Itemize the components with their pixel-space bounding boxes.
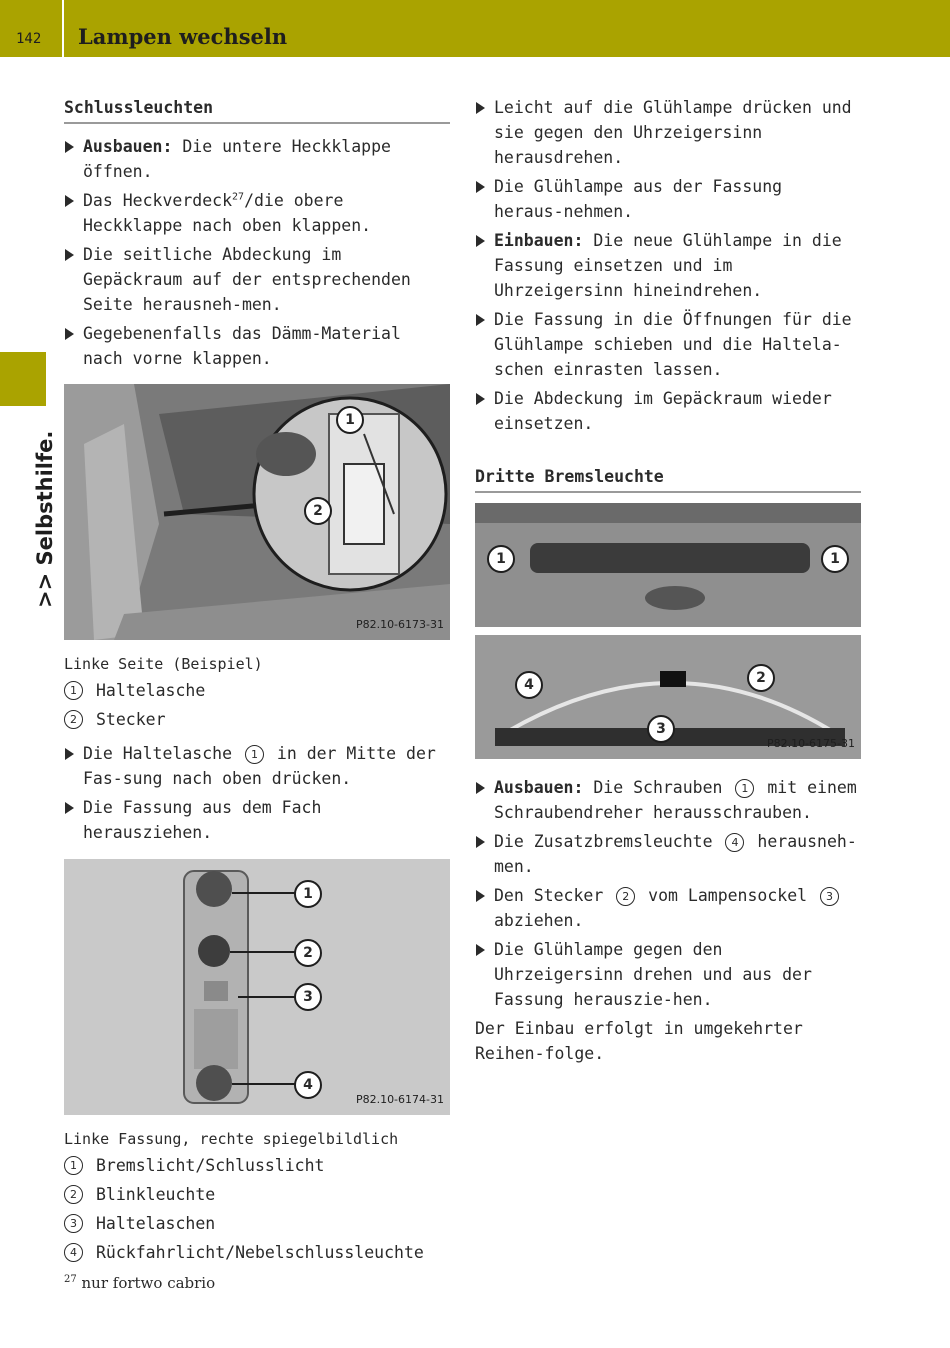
left-column [64,95,450,1267]
legend-item [64,1238,450,1267]
steps-list-socket [64,741,450,845]
legend-item [64,676,450,705]
legend-list [64,1151,450,1267]
list-item [475,307,861,382]
list-item [475,95,861,170]
figure-code: P82.10-6175-31 [766,737,855,750]
figure-code: P82.10-6173-31 [355,618,444,631]
step-bold-label: Ausbauen: [494,778,584,797]
legend-label: Rückfahrlicht/Nebelschlussleuchte [96,1243,424,1262]
step-text: abziehen. [494,911,584,930]
list-item [475,386,861,436]
callout-number: 4 [725,833,744,852]
figure-illustration [64,859,450,1115]
callout-2-marker: 2 [304,497,332,525]
step-text: Die Zusatzbremsleuchte [494,832,713,851]
step-bold-label: Einbauen: [494,231,584,250]
figure-third-brake-light [475,503,861,759]
callout-4-marker: 4 [515,671,543,699]
callout-1-marker: 1 [294,880,322,908]
callout-4-marker: 4 [294,1071,322,1099]
step-text: Leicht auf die Glühlampe drücken und sie gegen den Uhrzeigersinn herausdrehen. [494,98,852,167]
step-text: Die Fassung in die Öffnungen für die Glühlampe schieben und die Haltela-schen einrasten lassen. [494,310,852,379]
step-text: Den Stecker [494,886,604,905]
step-text: mit einem Schraubendreher herausschrauben. [494,778,857,822]
step-text: Das Heckverdeck [83,191,233,210]
callout-number: 1 [245,745,264,764]
section-title-dritte-bremsleuchte: Dritte Bremsleuchte [475,464,861,493]
figure-caption: Linke Seite (Beispiel) [64,655,263,673]
list-item [475,937,861,1012]
callout-number: 3 [64,1214,83,1233]
chapter-title: Lampen wechseln [78,24,288,49]
figure-tail-lamp-location [64,384,450,640]
step-bold-label: Ausbauen: [83,137,173,156]
step-text: Die Schrauben [583,778,723,797]
legend-item [64,1180,450,1209]
legend-item [64,1209,450,1238]
footnote-text: nur fortwo cabrio [81,1274,216,1292]
callout-1-marker: 1 [821,545,849,573]
steps-list-brake-light [475,775,861,1012]
steps-list-remove [64,134,450,371]
callout-2-marker: 2 [294,939,322,967]
right-column [475,95,861,1066]
figure-lamp-holder [64,859,450,1115]
callout-number: 2 [64,710,83,729]
step-text: Die Glühlampe gegen den Uhrzeigersinn drehen und aus der Fassung herauszie-hen. [494,940,812,1009]
footnote-ref: 27 [232,191,245,203]
list-item [475,829,861,879]
list-item [475,775,861,825]
section-title-schlussleuchten: Schlussleuchten [64,95,450,124]
step-text: in der Mitte der Fas-sung nach oben drücken. [83,744,436,788]
callout-number: 2 [64,1185,83,1204]
list-item [475,174,861,224]
list-item [64,188,450,238]
callout-1-marker: 1 [336,406,364,434]
callout-number: 4 [64,1243,83,1262]
step-text: Die seitliche Abdeckung im Gepäckraum auf der entsprechenden Seite herausneh-men. [83,245,411,314]
callout-3-marker: 3 [647,715,675,743]
legend-label: Haltelaschen [96,1214,216,1233]
legend-label: Stecker [96,710,166,729]
list-item [64,134,450,184]
list-item [64,321,450,371]
list-item [64,242,450,317]
legend-item [64,1151,450,1180]
step-text: herausneh-men. [494,832,857,876]
list-item [64,795,450,845]
callout-1-marker: 1 [487,545,515,573]
callout-number: 1 [735,779,754,798]
footnote [64,1274,215,1292]
side-tab-marker [0,352,46,406]
step-text: Die untere Heckklappe öffnen. [83,137,391,181]
callout-line [230,951,296,953]
callout-number: 1 [64,681,83,700]
callout-number: 2 [616,887,635,906]
figure-illustration [64,384,450,640]
step-text: Gegebenenfalls das Dämm-Material nach vorne klappen. [83,324,401,368]
step-text: /die obere Heckklappe nach oben klappen. [83,191,372,235]
callout-number: 1 [64,1156,83,1175]
step-text: Die Abdeckung im Gepäckraum wieder einsetzen. [494,389,832,433]
list-item [475,883,861,933]
step-text: Die Fassung aus dem Fach herausziehen. [83,798,322,842]
steps-list-bulb [475,95,861,436]
step-text: Die Glühlampe aus der Fassung heraus-nehmen. [494,177,783,221]
callout-line [238,996,296,998]
figure-code: P82.10-6174-31 [355,1093,444,1106]
figure-caption: Linke Fassung, rechte spiegelbildlich [64,1130,399,1148]
step-text: Die neue Glühlampe in die Fassung einsetzen und im Uhrzeigersinn hineindrehen. [494,231,842,300]
step-text: vom Lampensockel [648,886,808,905]
list-item [475,228,861,303]
legend-label: Haltelasche [96,681,206,700]
legend-list [64,676,450,734]
legend-label: Blinkleuchte [96,1185,216,1204]
legend-item [64,705,450,734]
callout-3-marker: 3 [294,983,322,1011]
callout-2-marker: 2 [747,664,775,692]
step-text: Die Haltelasche [83,744,233,763]
callout-line [232,1083,296,1085]
closing-paragraph: Der Einbau erfolgt in umgekehrter Reihen-folge. [475,1019,803,1063]
list-item [64,741,450,791]
page-number: 142 [16,31,42,47]
footnote-number: 27 [64,1274,77,1285]
side-section-label: >> Selbsthilfe. [33,430,57,608]
header-divider [62,0,64,57]
callout-line [232,892,296,894]
callout-number: 3 [820,887,839,906]
legend-label: Bremslicht/Schlusslicht [96,1156,325,1175]
